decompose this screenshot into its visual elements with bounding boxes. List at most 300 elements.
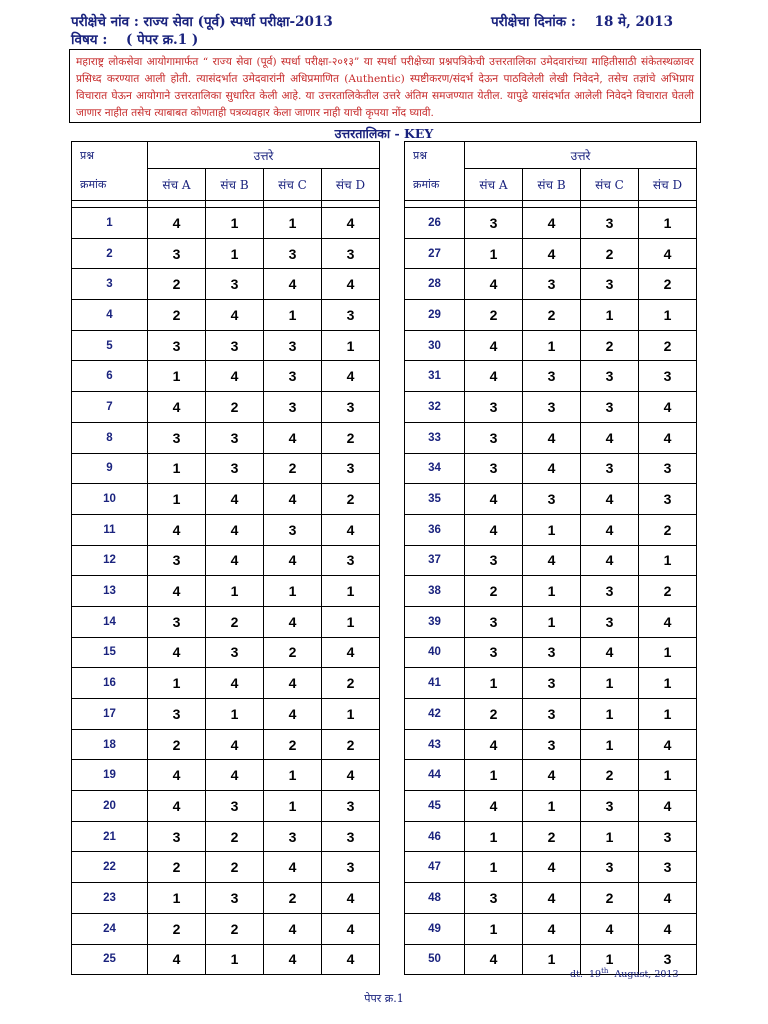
table-row: [405, 545, 697, 576]
question-number: 3: [72, 269, 148, 300]
question-number: 39: [405, 606, 465, 637]
answer-set-c: 3: [581, 852, 639, 883]
answer-set-d: 3: [322, 238, 380, 269]
table-row: [405, 330, 697, 361]
answer-set-b: 4: [523, 238, 581, 269]
answer-set-d: 4: [639, 606, 697, 637]
answer-set-c: 3: [264, 821, 322, 852]
table-row: [405, 361, 697, 392]
answer-set-a: 4: [465, 944, 523, 975]
answers-header: उत्तरे: [148, 142, 380, 169]
subject-line: [71, 30, 198, 48]
question-number: 29: [405, 300, 465, 331]
answer-set-d: 3: [322, 300, 380, 331]
answer-set-b: 4: [523, 208, 581, 239]
question-number: 31: [405, 361, 465, 392]
table-row: [72, 576, 380, 607]
answer-set-c: 1: [264, 208, 322, 239]
set-d-header: संच D: [639, 169, 697, 201]
subject-value: ( पेपर क्र.1 ): [126, 32, 199, 48]
answer-set-b: 2: [206, 392, 264, 423]
answer-set-c: 1: [581, 699, 639, 730]
answer-set-d: 1: [322, 576, 380, 607]
table-row: [405, 484, 697, 515]
table-row: [405, 576, 697, 607]
question-number: 27: [405, 238, 465, 269]
answer-set-d: 4: [639, 883, 697, 914]
answer-set-a: 2: [148, 300, 206, 331]
answer-set-c: 4: [264, 545, 322, 576]
answer-set-d: 4: [322, 944, 380, 975]
answer-set-c: 4: [581, 484, 639, 515]
answer-set-a: 4: [465, 514, 523, 545]
answer-set-c: 2: [581, 760, 639, 791]
answer-set-a: 4: [148, 392, 206, 423]
table-row: [72, 208, 380, 239]
table-row: [72, 699, 380, 730]
answer-set-a: 4: [465, 484, 523, 515]
table-row: [72, 392, 380, 423]
revision-date: dt. 19th August, 2013: [570, 967, 679, 981]
question-number: 21: [72, 821, 148, 852]
answer-set-c: 1: [581, 668, 639, 699]
answer-set-c: 4: [581, 913, 639, 944]
answer-set-a: 4: [465, 729, 523, 760]
answer-set-a: 3: [148, 821, 206, 852]
table-row: [72, 361, 380, 392]
answer-set-c: 3: [264, 238, 322, 269]
question-number: 43: [405, 729, 465, 760]
answer-set-a: 1: [148, 361, 206, 392]
table-row: [72, 453, 380, 484]
answer-set-c: 1: [264, 576, 322, 607]
answer-set-c: 2: [581, 330, 639, 361]
answer-set-c: 2: [581, 238, 639, 269]
answer-set-c: 4: [581, 637, 639, 668]
table-row: [405, 791, 697, 822]
answer-set-a: 2: [148, 729, 206, 760]
answer-set-a: 4: [148, 637, 206, 668]
answer-set-c: 3: [264, 392, 322, 423]
question-number: 4: [72, 300, 148, 331]
question-number: 11: [72, 514, 148, 545]
table-row: [405, 883, 697, 914]
answer-set-d: 3: [639, 453, 697, 484]
question-number: 6: [72, 361, 148, 392]
answer-set-c: 3: [581, 208, 639, 239]
answer-set-b: 1: [206, 208, 264, 239]
question-header: प्रश्न: [72, 142, 148, 169]
answer-set-b: 1: [206, 238, 264, 269]
answer-set-a: 2: [465, 699, 523, 730]
table-row: [72, 269, 380, 300]
question-number: 20: [72, 791, 148, 822]
question-number: 37: [405, 545, 465, 576]
answer-set-b: 4: [523, 852, 581, 883]
answer-set-b: 3: [523, 699, 581, 730]
answer-set-c: 1: [581, 821, 639, 852]
question-number: 17: [72, 699, 148, 730]
question-number: 9: [72, 453, 148, 484]
answer-set-d: 4: [639, 422, 697, 453]
answer-set-d: 1: [639, 699, 697, 730]
answer-set-b: 1: [523, 944, 581, 975]
answer-set-a: 3: [148, 545, 206, 576]
question-number: 18: [72, 729, 148, 760]
answer-set-b: 4: [206, 729, 264, 760]
answer-key-table-right: [404, 141, 697, 975]
set-a-header: संच A: [465, 169, 523, 201]
answer-set-a: 3: [148, 238, 206, 269]
answer-set-c: 3: [264, 330, 322, 361]
answer-set-d: 1: [639, 300, 697, 331]
answer-set-a: 4: [465, 791, 523, 822]
answer-set-d: 4: [639, 791, 697, 822]
table-row: [405, 668, 697, 699]
answer-set-c: 1: [264, 300, 322, 331]
answer-set-c: 3: [581, 791, 639, 822]
table-row: [72, 791, 380, 822]
answer-set-d: 2: [322, 422, 380, 453]
table-row: [72, 913, 380, 944]
answer-set-d: 4: [322, 269, 380, 300]
answer-set-b: 3: [206, 637, 264, 668]
answer-set-d: 4: [639, 729, 697, 760]
answer-set-d: 1: [639, 208, 697, 239]
answer-set-a: 4: [465, 361, 523, 392]
answer-set-c: 3: [581, 606, 639, 637]
answer-set-c: 4: [264, 269, 322, 300]
answer-set-d: 3: [322, 791, 380, 822]
table-row: [72, 883, 380, 914]
answer-set-d: 2: [322, 484, 380, 515]
table-row: [405, 606, 697, 637]
answer-set-d: 3: [322, 545, 380, 576]
answer-set-d: 3: [322, 821, 380, 852]
question-number: 46: [405, 821, 465, 852]
table-row: [405, 422, 697, 453]
answer-set-a: 1: [465, 913, 523, 944]
table-row: [405, 913, 697, 944]
table-row: [405, 821, 697, 852]
answer-set-b: 1: [523, 791, 581, 822]
answer-set-b: 4: [523, 913, 581, 944]
answer-set-d: 3: [639, 944, 697, 975]
table-row: [72, 729, 380, 760]
answer-set-b: 3: [523, 361, 581, 392]
answer-set-a: 1: [465, 852, 523, 883]
answer-set-d: 4: [322, 913, 380, 944]
question-number: 25: [72, 944, 148, 975]
answer-set-b: 3: [206, 269, 264, 300]
answer-set-d: 4: [322, 361, 380, 392]
question-number: 10: [72, 484, 148, 515]
answer-set-c: 1: [581, 300, 639, 331]
answer-set-a: 3: [465, 422, 523, 453]
page-label: पेपर क्र.1: [364, 992, 404, 1005]
answer-set-b: 3: [206, 330, 264, 361]
answer-set-b: 2: [206, 852, 264, 883]
answer-set-d: 3: [639, 821, 697, 852]
answer-set-b: 2: [523, 300, 581, 331]
answer-set-a: 4: [465, 330, 523, 361]
table-row: [72, 821, 380, 852]
table-row: [405, 208, 697, 239]
answer-set-a: 3: [465, 545, 523, 576]
exam-date-line: [491, 12, 673, 30]
answer-set-b: 2: [206, 821, 264, 852]
answer-set-c: 4: [264, 668, 322, 699]
answer-set-b: 4: [206, 668, 264, 699]
answer-set-c: 1: [581, 944, 639, 975]
question-number: 16: [72, 668, 148, 699]
answer-set-d: 4: [322, 208, 380, 239]
table-row: [72, 545, 380, 576]
answer-set-a: 2: [465, 576, 523, 607]
question-number: 28: [405, 269, 465, 300]
answer-set-c: 2: [264, 453, 322, 484]
table-row: [405, 637, 697, 668]
answers-header: उत्तरे: [465, 142, 697, 169]
answer-set-d: 2: [322, 668, 380, 699]
set-b-header: संच B: [206, 169, 264, 201]
date-value: 18 मे, 2013: [594, 14, 674, 30]
answer-set-a: 1: [148, 453, 206, 484]
table-row: [405, 729, 697, 760]
answer-set-b: 1: [523, 576, 581, 607]
table-row: [72, 760, 380, 791]
answer-set-b: 1: [523, 514, 581, 545]
question-number: 44: [405, 760, 465, 791]
question-number: 24: [72, 913, 148, 944]
set-d-header: संच D: [322, 169, 380, 201]
answer-set-a: 3: [465, 208, 523, 239]
answer-set-a: 4: [148, 576, 206, 607]
answer-set-b: 2: [206, 606, 264, 637]
answer-set-b: 2: [523, 821, 581, 852]
answer-set-a: 2: [465, 300, 523, 331]
answer-set-d: 2: [639, 269, 697, 300]
table-row: [405, 453, 697, 484]
answer-set-b: 4: [523, 883, 581, 914]
answer-set-d: 2: [639, 514, 697, 545]
answer-set-c: 4: [581, 545, 639, 576]
question-number: 30: [405, 330, 465, 361]
answer-set-c: 3: [581, 361, 639, 392]
answer-set-c: 2: [581, 883, 639, 914]
table-row: [72, 238, 380, 269]
answer-set-c: 3: [581, 269, 639, 300]
table-row: [72, 422, 380, 453]
question-number: 7: [72, 392, 148, 423]
question-header: प्रश्न: [405, 142, 465, 169]
answer-set-d: 1: [322, 330, 380, 361]
answer-set-d: 2: [639, 330, 697, 361]
question-number: 32: [405, 392, 465, 423]
exam-name-line: [71, 12, 333, 30]
question-number: 15: [72, 637, 148, 668]
subject-label: विषय :: [71, 32, 108, 48]
question-number: 26: [405, 208, 465, 239]
answer-set-b: 3: [206, 883, 264, 914]
answer-set-b: 2: [206, 913, 264, 944]
table-row: [405, 699, 697, 730]
answer-set-a: 1: [465, 760, 523, 791]
question-number: 47: [405, 852, 465, 883]
table-row: [405, 514, 697, 545]
notice-box: [69, 49, 701, 123]
set-a-header: संच A: [148, 169, 206, 201]
question-number-header: क्रमांक: [405, 169, 465, 201]
question-number: 49: [405, 913, 465, 944]
date-label: परीक्षेचा दिनांक :: [491, 14, 576, 30]
question-number: 13: [72, 576, 148, 607]
table-row: [405, 760, 697, 791]
table-row: [72, 484, 380, 515]
answer-set-d: 1: [639, 760, 697, 791]
answer-set-c: 1: [581, 729, 639, 760]
answer-set-d: 2: [639, 576, 697, 607]
answer-set-c: 3: [581, 576, 639, 607]
question-number: 22: [72, 852, 148, 883]
question-number: 42: [405, 699, 465, 730]
answer-set-c: 2: [264, 883, 322, 914]
answer-set-d: 4: [322, 760, 380, 791]
answer-set-c: 4: [581, 422, 639, 453]
answer-set-c: 1: [264, 791, 322, 822]
question-number: 23: [72, 883, 148, 914]
answer-set-b: 4: [206, 300, 264, 331]
answer-set-c: 4: [264, 484, 322, 515]
answer-set-d: 3: [322, 852, 380, 883]
answer-set-c: 2: [264, 637, 322, 668]
answer-set-d: 4: [639, 913, 697, 944]
answer-key-table-left: [71, 141, 380, 975]
answer-set-c: 4: [264, 606, 322, 637]
answer-set-b: 1: [523, 330, 581, 361]
question-number: 38: [405, 576, 465, 607]
table-row: [72, 852, 380, 883]
answer-set-d: 4: [639, 238, 697, 269]
question-number: 50: [405, 944, 465, 975]
answer-set-b: 1: [206, 699, 264, 730]
table-row: [72, 606, 380, 637]
answer-set-d: 3: [322, 453, 380, 484]
answer-set-d: 3: [639, 484, 697, 515]
answer-set-d: 3: [322, 392, 380, 423]
answer-set-a: 2: [148, 269, 206, 300]
answer-set-b: 4: [523, 545, 581, 576]
answer-set-a: 4: [148, 208, 206, 239]
answer-set-b: 3: [523, 729, 581, 760]
answer-set-c: 4: [264, 944, 322, 975]
answer-set-d: 4: [322, 637, 380, 668]
answer-set-b: 4: [523, 453, 581, 484]
answer-set-a: 2: [148, 913, 206, 944]
answer-set-d: 1: [639, 637, 697, 668]
question-number: 12: [72, 545, 148, 576]
answer-set-d: 3: [639, 852, 697, 883]
notice-text: महाराष्ट्र लोकसेवा आयोगामार्फत “ राज्य सेवा (पूर्व) स्पर्धा परीक्षा-२०१३” या स्पर्धा परीक्षेच्या प्रश्नपत्रिकेची उत्तरतालिका उमेदवारांच्या माहितीसाठी संकेतस्थळावर प्रसिध्द करण्यात आली होती. त्यासंदर्भात उमेदवारांनी अधिप्रमाणित (Authentic) स्पष्टीकरण/संदर्भ देऊन पाठविलेली लेखी निवेदने, तसेच तज्ञांचे अभिप्राय विचारात घेऊन आयोगाने उत्तरतालिका सुधारित केली आहे. या उत्तरतालिकेतील उत्तरे अंतिम समजण्यात येतील. यापुढे यासंदर्भात आलेली निवेदने विचारात घेतली जाणार नाहीत तसेच त्याबाबत कोणताही पत्रव्यवहार केला जाणार नाही याची कृपया नोंद घ्यावी.: [76, 56, 694, 119]
answer-set-a: 3: [465, 883, 523, 914]
answer-set-c: 1: [264, 760, 322, 791]
answer-set-a: 3: [148, 422, 206, 453]
answer-set-a: 3: [465, 392, 523, 423]
answer-set-b: 1: [206, 576, 264, 607]
question-number: 5: [72, 330, 148, 361]
table-row: [72, 300, 380, 331]
answer-set-c: 3: [581, 392, 639, 423]
table-row: [405, 238, 697, 269]
question-number: 45: [405, 791, 465, 822]
answer-set-c: 4: [264, 852, 322, 883]
key-title: उत्तरतालिका - KEY: [334, 126, 434, 141]
answer-set-a: 2: [148, 852, 206, 883]
answer-set-b: 3: [523, 392, 581, 423]
answer-set-a: 1: [148, 883, 206, 914]
answer-set-b: 4: [206, 484, 264, 515]
answer-set-c: 4: [581, 514, 639, 545]
answer-set-d: 4: [322, 514, 380, 545]
answer-set-a: 4: [148, 944, 206, 975]
answer-set-a: 1: [465, 238, 523, 269]
answer-set-b: 4: [206, 760, 264, 791]
answer-set-a: 3: [148, 330, 206, 361]
answer-set-c: 4: [264, 699, 322, 730]
question-number: 14: [72, 606, 148, 637]
answer-set-c: 2: [264, 729, 322, 760]
answer-set-b: 4: [206, 514, 264, 545]
table-row: [405, 392, 697, 423]
answer-set-d: 2: [322, 729, 380, 760]
table-row: [72, 944, 380, 975]
answer-set-b: 4: [206, 361, 264, 392]
answer-set-b: 3: [206, 453, 264, 484]
answer-set-d: 1: [639, 545, 697, 576]
question-number: 35: [405, 484, 465, 515]
answer-set-d: 4: [322, 883, 380, 914]
answer-set-b: 3: [523, 269, 581, 300]
table-row: [72, 637, 380, 668]
question-number: 2: [72, 238, 148, 269]
answer-set-a: 4: [148, 760, 206, 791]
answer-set-b: 3: [206, 791, 264, 822]
answer-set-b: 3: [206, 422, 264, 453]
answer-set-a: 4: [148, 791, 206, 822]
answer-set-b: 1: [206, 944, 264, 975]
answer-set-a: 1: [148, 484, 206, 515]
answer-set-c: 4: [264, 913, 322, 944]
question-number: 48: [405, 883, 465, 914]
set-c-header: संच C: [264, 169, 322, 201]
answer-set-b: 4: [523, 422, 581, 453]
answer-set-a: 3: [465, 606, 523, 637]
answer-set-c: 3: [264, 514, 322, 545]
question-number: 1: [72, 208, 148, 239]
answer-set-a: 3: [465, 637, 523, 668]
set-b-header: संच B: [523, 169, 581, 201]
answer-set-a: 4: [148, 514, 206, 545]
exam-name: राज्य सेवा (पूर्व) स्पर्धा परीक्षा-2013: [143, 14, 333, 30]
question-number-header: क्रमांक: [72, 169, 148, 201]
exam-label: परीक्षेचे नांव :: [71, 14, 139, 30]
question-number: 8: [72, 422, 148, 453]
question-number: 34: [405, 453, 465, 484]
table-row: [72, 330, 380, 361]
question-number: 19: [72, 760, 148, 791]
answer-set-c: 3: [581, 453, 639, 484]
table-row: [405, 300, 697, 331]
